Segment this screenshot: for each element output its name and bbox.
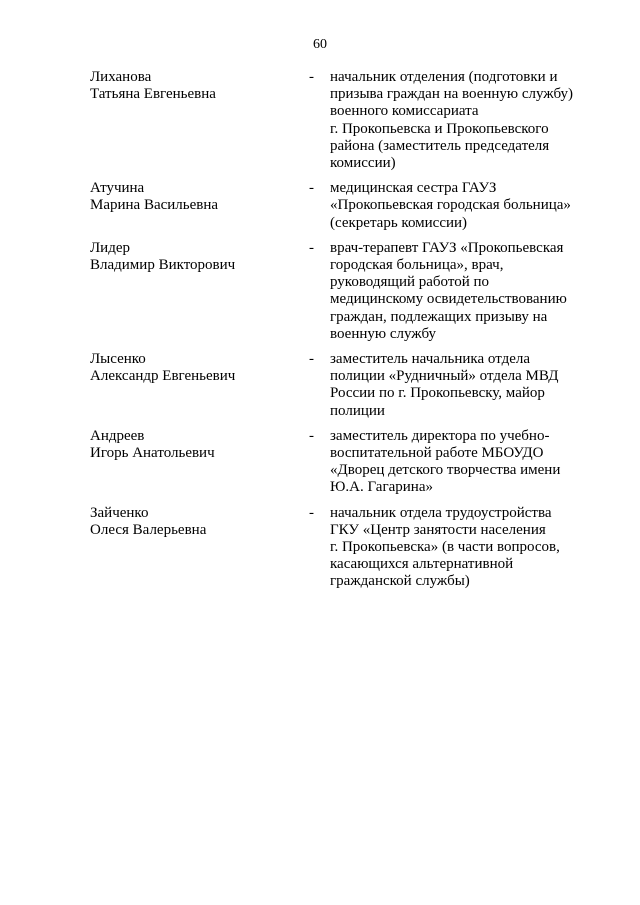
role-line: полиции bbox=[330, 402, 385, 419]
role-line: комиссии) bbox=[330, 155, 396, 172]
role-line: (секретарь комиссии) bbox=[330, 214, 468, 231]
member-role bbox=[330, 180, 588, 232]
role-line: призыва граждан на военную службу) bbox=[330, 86, 574, 103]
role-line: «Прокопьевская городская больница» bbox=[330, 197, 571, 214]
role-line: гражданской службы) bbox=[330, 573, 470, 590]
member-name bbox=[90, 505, 308, 539]
member-name bbox=[90, 240, 308, 274]
role-line: России по г. Прокопьевску, майор bbox=[330, 385, 545, 402]
separator-dash: - bbox=[309, 69, 314, 85]
member-given-names: Татьяна Евгеньевна bbox=[90, 86, 216, 103]
separator-dash: - bbox=[309, 351, 314, 368]
role-line: г. Прокопьевска и Прокопьевского bbox=[330, 120, 549, 137]
member-role bbox=[330, 69, 588, 172]
role-line: воспитательной работе МБОУДО bbox=[330, 445, 544, 462]
member-entry bbox=[90, 505, 590, 591]
role-line: начальник отдела трудоустройства bbox=[330, 504, 552, 521]
role-line: касающихся альтернативной bbox=[330, 556, 514, 573]
member-entry bbox=[90, 180, 590, 232]
role-line: «Дворец детского творчества имени bbox=[330, 462, 561, 479]
separator-dash: - bbox=[309, 239, 314, 256]
commission-members-list bbox=[90, 69, 590, 599]
role-line: района (заместитель председателя bbox=[330, 137, 550, 154]
member-surname: Зайченко bbox=[90, 504, 149, 521]
member-surname: Атучина bbox=[90, 180, 145, 197]
role-line: медицинская сестра ГАУЗ bbox=[330, 180, 497, 197]
role-line: военного комиссариата bbox=[330, 103, 479, 120]
member-surname: Андреев bbox=[90, 427, 145, 444]
member-given-names: Александр Евгеньевич bbox=[90, 368, 236, 385]
member-name bbox=[90, 428, 308, 462]
member-entry bbox=[90, 351, 590, 420]
member-role bbox=[330, 428, 588, 497]
separator-dash: - bbox=[309, 504, 314, 521]
member-name bbox=[90, 180, 308, 214]
role-line: Ю.А. Гагарина» bbox=[330, 479, 433, 496]
role-line: заместитель начальника отдела bbox=[330, 351, 530, 368]
page-number: 60 bbox=[313, 37, 327, 52]
member-surname: Лидер bbox=[90, 239, 130, 256]
member-surname: Лиханова bbox=[90, 69, 152, 85]
member-role bbox=[330, 505, 588, 591]
member-entry bbox=[90, 69, 590, 172]
member-given-names: Марина Васильевна bbox=[90, 197, 219, 214]
member-entry bbox=[90, 240, 590, 343]
role-line: г. Прокопьевска» (в части вопросов, bbox=[330, 539, 560, 556]
member-role bbox=[330, 240, 588, 343]
member-given-names: Олеся Валерьевна bbox=[90, 521, 207, 538]
role-line: врач-терапевт ГАУЗ «Прокопьевская bbox=[330, 239, 564, 256]
role-line: военную службу bbox=[330, 325, 437, 342]
role-line: ГКУ «Центр занятости населения bbox=[330, 521, 546, 538]
member-surname: Лысенко bbox=[90, 351, 146, 368]
member-entry bbox=[90, 428, 590, 497]
role-line: руководящий работой по bbox=[330, 274, 490, 291]
role-line: городская больница», врач, bbox=[330, 257, 504, 274]
member-given-names: Игорь Анатольевич bbox=[90, 445, 215, 462]
role-line: заместитель директора по учебно- bbox=[330, 427, 550, 444]
role-line: медицинскому освидетельствованию bbox=[330, 291, 567, 308]
member-given-names: Владимир Викторович bbox=[90, 257, 236, 274]
role-line: начальник отделения (подготовки и bbox=[330, 69, 558, 85]
separator-dash: - bbox=[309, 180, 314, 197]
separator-dash: - bbox=[309, 427, 314, 444]
member-name bbox=[90, 69, 308, 103]
role-line: граждан, подлежащих призыву на bbox=[330, 308, 548, 325]
member-name bbox=[90, 351, 308, 385]
role-line: полиции «Рудничный» отдела МВД bbox=[330, 368, 559, 385]
member-role bbox=[330, 351, 588, 420]
